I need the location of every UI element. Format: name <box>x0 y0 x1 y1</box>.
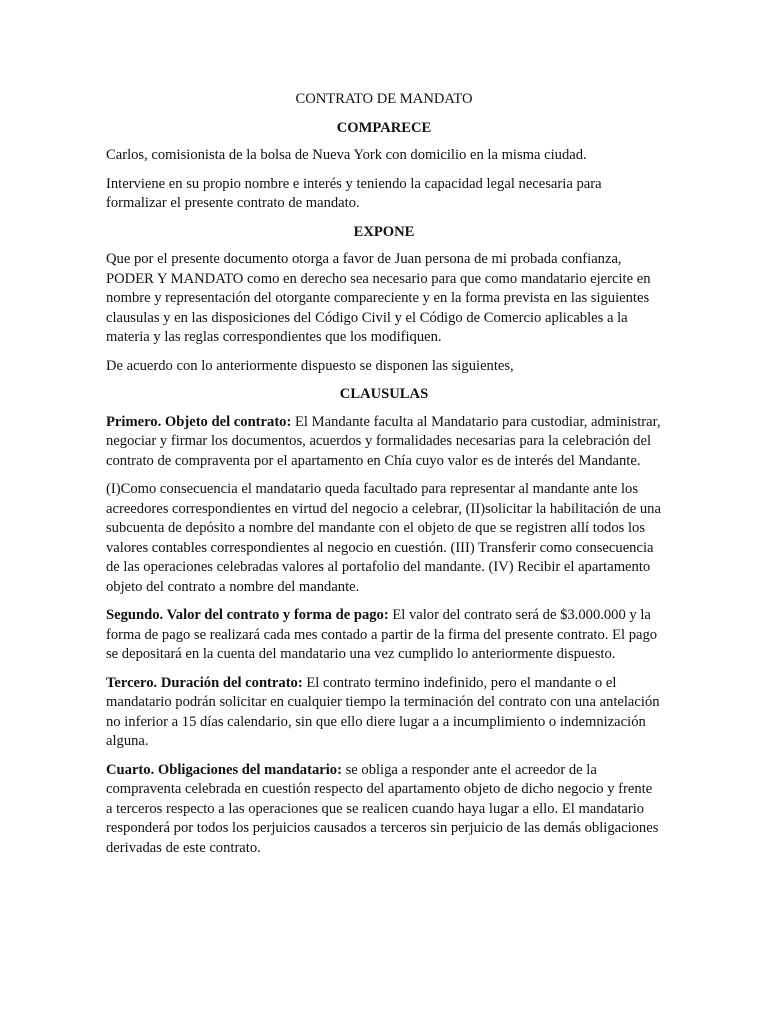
clause-text: El valor del contrato será de $3.000.000 y la forma de pago se realizará cada mes contado a partir de la firma del presente contrato. El pago se depositará en la cuenta del mandatario una vez cumplido lo anteriormente dispuesto. <box>106 607 658 662</box>
clause-label: Segundo. Valor del contrato y forma de pago: <box>106 607 389 623</box>
clause-label: Cuarto. Obligaciones del mandatario: <box>106 761 342 778</box>
clause-tercero <box>106 674 662 752</box>
document-page <box>106 90 662 867</box>
clause-label: Tercero. Duración del contrato: <box>106 674 303 691</box>
paragraph-comparece-2: Interviene en su propio nombre e interés y teniendo la capacidad legal necesaria para formalizar el presente contrato de mandato. <box>106 175 602 211</box>
clause-text: (I)Como consecuencia el mandatario queda facultado para representar al mandante ante los acreedores correspondientes en virtud del negocio a celebrar, (II)solicitar la habilitación de una subcuenta de depósito a nombre del mandante con el objeto de que se registren allí todos los valores contables correspondientes al negocio en cuestión. (III) Transferir como consecuencia de las operaciones celebradas valores al portafolio del mandante. (IV) Recibir el apartamento objeto del contrato a nombre del mandante. <box>106 481 661 595</box>
clause-text: El Mandante faculta al Mandatario para custodiar, administrar, negociar y firmar los documentos, acuerdos y formalidades necesarias para la celebración del contrato de compraventa por el apartamento en Chía cuyo valor es de interés del Mandante. <box>106 413 661 469</box>
clause-text: El contrato termino indefinido, pero el mandante o el mandatario podrán solicitar en cualquier tiempo la terminación del contrato con una antelación no inferior a 15 días calendario, sin que ello diere lugar a a incumplimiento o indemnización alguna. <box>106 674 660 749</box>
paragraph-expone-2: De acuerdo con lo anteriormente dispuesto se disponen las siguientes, <box>106 357 514 374</box>
clause-segundo <box>106 606 662 665</box>
clause-primero <box>106 413 662 472</box>
heading-clausulas: CLAUSULAS <box>339 386 429 402</box>
clause-text: se obliga a responder ante el acreedor de la compraventa celebrada en cuestión respecto del apartamento objeto de dicho negocio y frente a terceros respecto a las operaciones que se realicen cuando haya lugar a ello. El mandatario responderá por todos los perjuicios causados a terceros sin perjuicio de las demás obligaciones derivadas de este contrato. <box>106 761 659 856</box>
document-title: CONTRATO DE MANDATO <box>295 91 473 107</box>
paragraph-comparece-1: Carlos, comisionista de la bolsa de Nueva York con domicilio en la misma ciudad. <box>106 147 587 163</box>
heading-expone: EXPONE <box>353 223 415 240</box>
heading-comparece: COMPARECE <box>336 119 432 136</box>
paragraph-expone-1: Que por el presente documento otorga a favor de Juan persona de mi probada confianza, PODER Y MANDATO como en derecho sea necesario para que como mandatario ejercite en nombre y representación del otorgante compareciente y en la forma prevista en las siguientes clausulas y en las disposiciones del Código Civil y el Código de Comercio aplicables a la materia y las reglas correspondientes que los modifiquen. <box>106 251 651 345</box>
clause-cuarto <box>106 761 662 859</box>
clause-label: Primero. Objeto del contrato: <box>106 413 292 430</box>
clause-primero-detail <box>106 480 662 597</box>
